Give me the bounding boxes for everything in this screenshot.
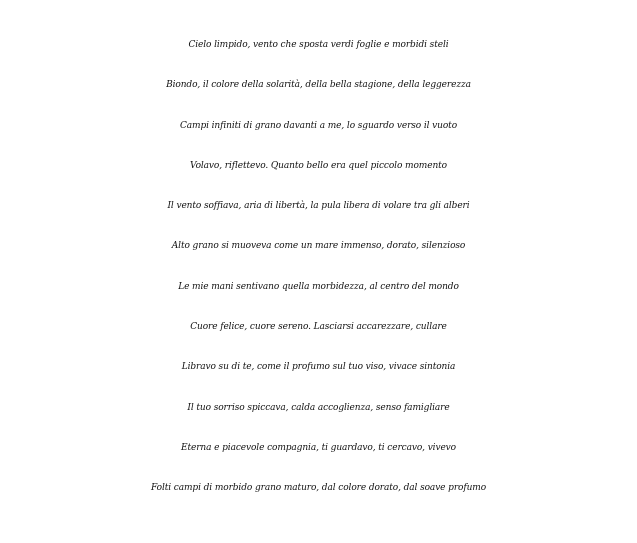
poem-line-12: Folti campi di morbido grano maturo, dal colore dorato, dal soave profumo [150,483,487,494]
poem-line-5: Il vento soffiava, aria di libertà, la pula libera di volare tra gli alberi [167,201,470,212]
poem-line-1: Cielo limpido, vento che sposta verdi foglie e morbidi steli [188,40,449,50]
poem-line-3: Campi infiniti di grano davanti a me, lo sguardo verso il vuoto [179,120,458,131]
poem-text [0,30,637,514]
poem-line-10: Il tuo sorriso spiccava, calda accoglienza, senso famigliare [187,402,450,413]
poem-line-6: Alto grano si muoveva come un mare immenso, dorato, silenzioso [171,241,466,252]
poem-line-2: Biondo, il colore della solarità, della bella stagione, della leggerezza [166,80,471,91]
poem-line-4: Volavo, riflettevo. Quanto bello era quel piccolo momento [190,160,447,171]
poem-line-11: Eterna e piacevole compagnia, ti guardavo, ti cercavo, vivevo [181,442,456,453]
poem-line-8: Cuore felice, cuore sereno. Lasciarsi accarezzare, cullare [190,322,447,333]
poem-line-7: Le mie mani sentivano quella morbidezza, al centro del mondo [178,281,459,292]
poem-line-9: Libravo su di te, come il profumo sul tuo viso, vivace sintonia [181,362,456,373]
